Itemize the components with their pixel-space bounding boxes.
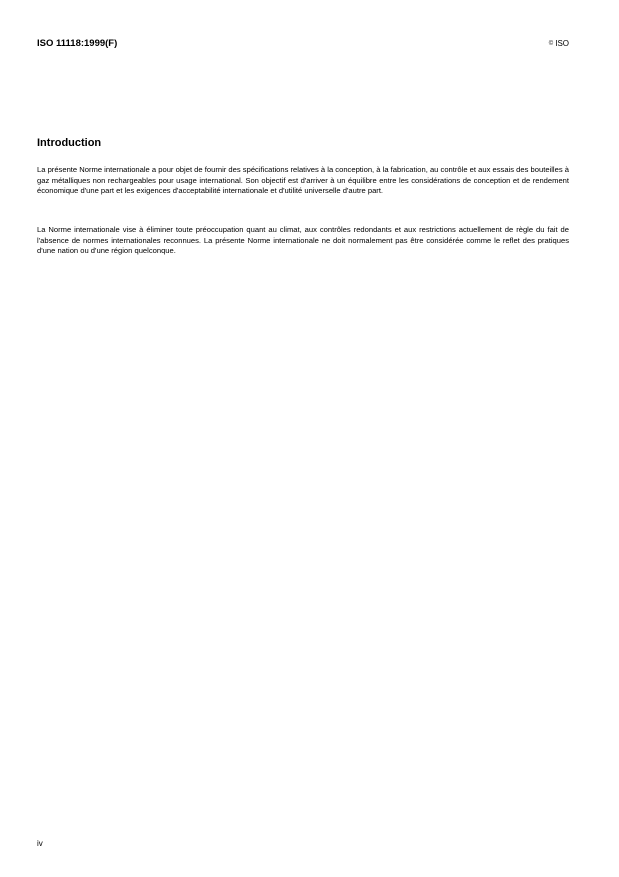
copyright-notice <box>549 39 569 48</box>
copyright-owner: ISO <box>555 39 569 48</box>
copyright-icon: © <box>548 41 554 47</box>
paragraph-2: La Norme internationale vise à éliminer toute préoccupation quant au climat, aux contrôles redondants et aux restrictions actuellement de règle du fait de l'absence de normes internationales reconnues. La présente Norme internationale ne doit normalement pas être considérée comme le reflet des pratiques d'une nation ou d'une région quelconque. <box>37 225 569 255</box>
paragraph-1: La présente Norme internationale a pour objet de fournir des spécifications relatives à la conception, à la fabrication, au contrôle et aux essais des bouteilles à gaz métalliques non rechargeables pour usage international. Son objectif est d'arriver à un équilibre entre les considérations de conception et de rendement économique d'une part et les exigences d'acceptabilité internationale et d'utilité universelle d'autre part. <box>37 165 569 195</box>
section-title: Introduction <box>37 137 102 149</box>
document-standard-id: ISO 11118:1999(F) <box>37 38 118 49</box>
page-number: iv <box>37 839 43 848</box>
